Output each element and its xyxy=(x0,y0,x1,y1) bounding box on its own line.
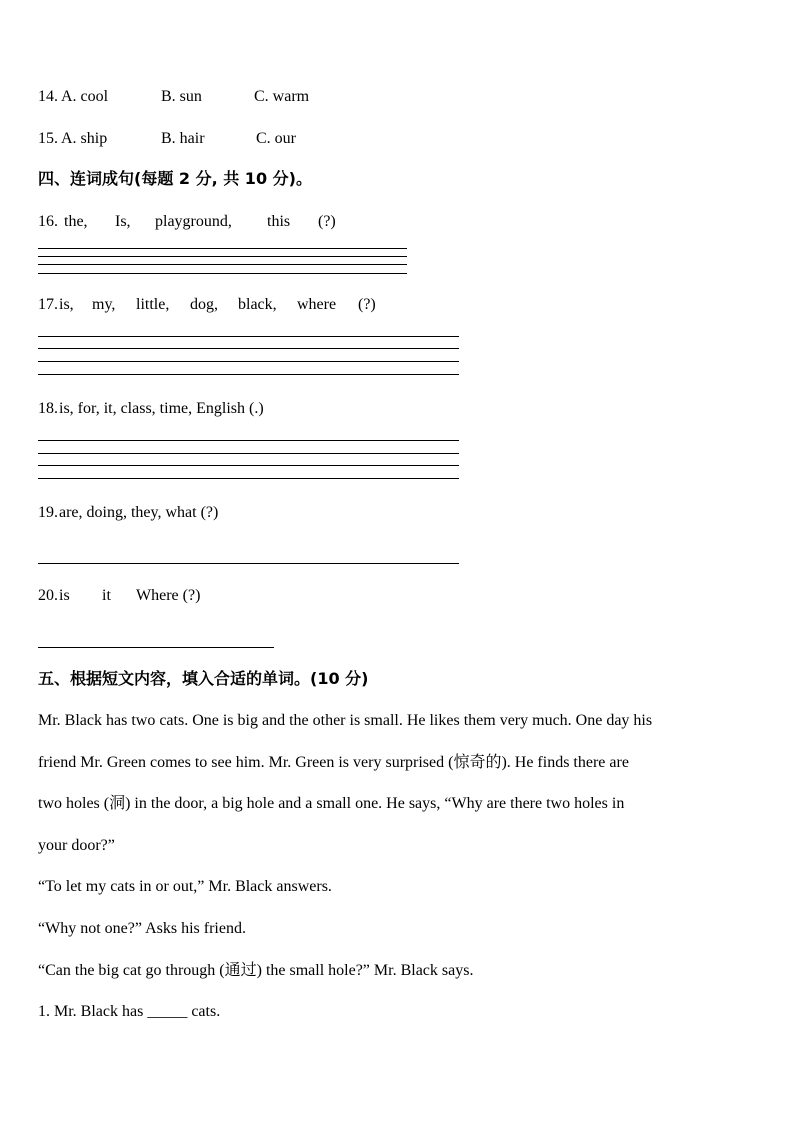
question-16-word: playground, xyxy=(155,213,232,230)
question-16-word: (?) xyxy=(318,213,336,230)
answer-line[interactable] xyxy=(38,440,459,441)
question-16-word: this xyxy=(267,213,291,230)
question-15-number: 15. xyxy=(38,130,58,147)
question-14-option-a: A. cool xyxy=(61,88,109,105)
answer-line[interactable] xyxy=(38,336,459,337)
question-14-option-b: B. sun xyxy=(161,88,202,105)
question-19-number: 19. xyxy=(38,504,58,521)
comprehension-question-1: 1. Mr. Black has _____ cats. xyxy=(38,1003,221,1020)
question-16-number: 16. xyxy=(38,213,58,230)
answer-line[interactable] xyxy=(38,264,407,265)
question-16-word: Is, xyxy=(115,213,131,230)
question-15-option-c: C. our xyxy=(256,130,296,147)
question-15-option-b: B. hair xyxy=(161,130,205,147)
answer-line[interactable] xyxy=(38,248,407,249)
passage-line: “Why not one?” Asks his friend. xyxy=(38,920,246,937)
question-19-words: are, doing, they, what (?) xyxy=(59,504,219,521)
question-18-number: 18. xyxy=(38,400,58,417)
question-17-word: dog, xyxy=(190,296,218,313)
section-4-title: 四、连词成句(每题 2 分, 共 10 分)。 xyxy=(38,169,312,188)
question-20-word: Where (?) xyxy=(136,587,201,604)
answer-line[interactable] xyxy=(38,453,459,454)
passage-line: “Can the big cat go through (通过) the small hole?” Mr. Black says. xyxy=(38,962,474,979)
passage-line: “To let my cats in or out,” Mr. Black answers. xyxy=(38,878,332,895)
passage-line: two holes (洞) in the door, a big hole and a small one. He says, “Why are there two holes in xyxy=(38,795,625,812)
answer-line[interactable] xyxy=(38,273,407,274)
answer-line[interactable] xyxy=(38,647,274,648)
question-17-word: black, xyxy=(238,296,277,313)
question-16-word: the, xyxy=(64,213,88,230)
question-14-number: 14. xyxy=(38,88,58,105)
passage-line: your door?” xyxy=(38,837,115,854)
question-20-word: is xyxy=(59,587,70,604)
question-17-number: 17. xyxy=(38,296,58,313)
passage-line: Mr. Black has two cats. One is big and the other is small. He likes them very much. One day his xyxy=(38,712,653,729)
answer-line[interactable] xyxy=(38,256,407,257)
answer-line[interactable] xyxy=(38,563,459,564)
question-15-option-a: A. ship xyxy=(61,130,108,147)
answer-line[interactable] xyxy=(38,465,459,466)
answer-line[interactable] xyxy=(38,374,459,375)
question-20-word: it xyxy=(102,587,111,604)
question-18-words: is, for, it, class, time, English (.) xyxy=(59,400,264,417)
question-14-option-c: C. warm xyxy=(254,88,310,105)
answer-line[interactable] xyxy=(38,361,459,362)
question-17-word: where xyxy=(297,296,337,313)
question-20-number: 20. xyxy=(38,587,58,604)
answer-line[interactable] xyxy=(38,348,459,349)
question-17-word: (?) xyxy=(358,296,376,313)
question-17-word: my, xyxy=(92,296,116,313)
question-17-word: little, xyxy=(136,296,170,313)
question-17-word: is, xyxy=(59,296,74,313)
passage-line: friend Mr. Green comes to see him. Mr. Green is very surprised (惊奇的). He finds there are xyxy=(38,754,629,771)
section-5-title: 五、根据短文内容，填入合适的单词。(10 分) xyxy=(38,669,369,688)
answer-line[interactable] xyxy=(38,478,459,479)
